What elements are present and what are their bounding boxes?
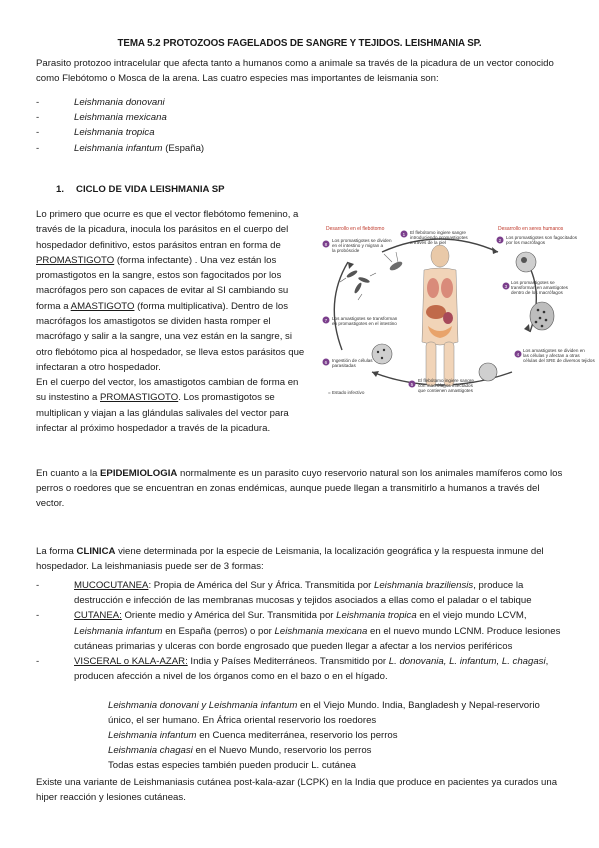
species-item: - Leishmania tropica (36, 125, 436, 140)
visceral-subitems (108, 698, 568, 773)
promastigoto-keyword: PROMASTIGOTO (36, 254, 115, 266)
svg-text:5: 5 (410, 382, 414, 387)
diagram-left-header: Desarrollo en el flebótomo (326, 226, 385, 232)
species-list (36, 95, 436, 156)
species-item: - Leishmania donovani (36, 95, 436, 110)
clinic-paragraph: La forma CLINICA viene determinada por la especie de Leismania, la localización geográfica y la respuesta inmune del hospedador. La leishmaniasis puede ser de 3 formas: (36, 546, 544, 572)
step-5 (409, 378, 475, 393)
document-title: TEMA 5.2 PROTOZOOS FAGELADOS DE SANGRE Y TEJIDOS. LEISHMANIA SP. (117, 38, 482, 49)
svg-text:en el intestino y migran a: en el intestino y migran a (332, 243, 384, 248)
svg-text:células del SRE de diversos te: células del SRE de diversos tejidos (523, 358, 595, 363)
svg-text:las células y afectan a otras: las células y afectan a otras (523, 353, 580, 358)
step-2 (497, 235, 578, 245)
step-6 (323, 358, 374, 368)
life-cycle-paragraph-2: En el cuerpo del vector, los amastigotos cambian de forma en su instestino a PROMASTIGOTO. Los promastigotos se multiplican y viajan a las glándulas salivales del vector para infectar al próximo hospedador a través de la picadura. (36, 377, 299, 434)
diagram-right-header: Desarrollo en seres humanos (498, 226, 564, 232)
life-cycle-diagram (312, 222, 595, 398)
svg-text:dentro de los macrófagos: dentro de los macrófagos (511, 290, 563, 295)
svg-text:con macrófagos infectados: con macrófagos infectados (418, 383, 473, 388)
clinical-forms-list (36, 578, 566, 684)
svg-text:El flebótomo ingiere sangre: El flebótomo ingiere sangre (418, 378, 474, 383)
svg-text:8: 8 (324, 242, 328, 247)
step-1 (401, 230, 469, 245)
svg-text:1: 1 (402, 232, 406, 237)
clinical-form-mucocutanea: - MUCOCUTANEA: Propia de América del Sur y África. Transmitida por Leishmania braziliensis, produce la destrucción e infección de las membranas mucosas y tejidos asociados a ellas como el paladar o el tabique (36, 578, 566, 608)
svg-text:que contienen amastigotes: que contienen amastigotes (418, 388, 473, 393)
epidemiology-paragraph: En cuanto a la EPIDEMIOLOGIA normalmente es un parasito cuyo reservorio natural son los animales mamíferos como los perros o roedores que se encuentran en zonas endémicas, aunque puede llegan a transmitirlo a humanos a través del vector. (36, 468, 563, 509)
visceral-subitem: Todas estas especies también pueden producir L. cutánea (108, 760, 356, 771)
clinic-keyword: CLINICA (76, 546, 116, 557)
svg-text:6: 6 (324, 360, 328, 365)
human-figure-illustration (422, 245, 458, 386)
life-cycle-paragraph-1: Lo primero que ocurre es que el vector flebótomo femenino, a través de la picadura, inocula los parásitos en el cuerpo del hospedador definitivo, estos parásitos entran en forma de PROMASTIGOTO (forma infectante) . Una vez están los promastigotos en la sangre, estos son fagocitados por los macrófagos pero son capaces de evitar al SI cambiando su forma a AMASTIGOTO (forma multiplicativa). Dentro de los macrófagos los amastigotos se dividen hasta romper el macrófago y salir a la sangre, una vez están en la sangre, si otro flebótomo pica al hospedador, se lleva estos parásitos que infectaran a otro hospedador. (36, 209, 305, 373)
svg-text:transforman en amastigotes: transforman en amastigotes (511, 285, 568, 290)
diagram-steps (323, 230, 596, 393)
svg-text:Los amastigotes se transforman: Los amastigotes se transforman (332, 316, 398, 321)
svg-text:por los macrófagos: por los macrófagos (506, 240, 546, 245)
amastigoto-keyword: AMASTIGOTO (70, 300, 135, 312)
svg-text:Los promastigotes se: Los promastigotes se (511, 280, 555, 285)
promastigote-illustrations (340, 269, 376, 300)
species-item: - Leishmania infantum (España) (36, 141, 436, 156)
svg-text:7: 7 (324, 318, 328, 323)
sandfly-illustration (384, 252, 404, 272)
step-7 (323, 316, 398, 326)
svg-text:en promastigotes en el intesti: en promastigotes en el intestino (332, 321, 397, 326)
svg-text:2: 2 (498, 238, 502, 243)
svg-text:El flebótomo ingiere sangre: El flebótomo ingiere sangre (410, 230, 466, 235)
step-8 (323, 238, 392, 253)
clinical-form-visceral: - VISCERAL o KALA-AZAR: India y Países Mediterráneos. Transmitido por L. donovania, L. infantum, L. chagasi, producen afección a nivel de los órganos como en el bazo o en el hígado. (36, 654, 566, 684)
svg-text:3: 3 (504, 284, 508, 289)
svg-text:Los promastigotes se dividen: Los promastigotes se dividen (332, 238, 392, 243)
visceral-subitem: Leishmania infantum en Cuenca mediterránea, reservorio los perros (108, 730, 398, 741)
svg-text:parasitadas: parasitadas (332, 363, 356, 368)
epidemiology-keyword: EPIDEMIOLOGIA (100, 468, 178, 479)
step-4 (515, 348, 596, 363)
intro-paragraph: Parasito protozoo intracelular que afecta tanto a humanos como a animale sa través de la picadura de un vector conocido como Flebótomo o Mosca de la arena. Las cuatro especies mas importantes de leismania son: (36, 58, 554, 84)
species-item: - Leishmania mexicana (36, 110, 436, 125)
visceral-subitem: Leishmania donovani y Leishmania infantum en el Viejo Mundo. India, Bangladesh y Nepal-reservorio único, el ser humano. En África oriental reservorio los roedores (108, 700, 540, 726)
closing-paragraph: Existe una variante de Leishmaniasis cutánea post-kala-azar (LCPK) en la India que produce en pacientes ya curados una hiper reacción y lesiones cutáneas. (36, 777, 558, 803)
svg-text:Ingestión de células: Ingestión de células (332, 358, 373, 363)
visceral-subitem: Leishmania chagasi en el Nuevo Mundo, reservorio los perros (108, 745, 372, 756)
svg-text:Los promastigotes son fagocita: Los promastigotes son fagocitados (506, 235, 577, 240)
svg-text:4: 4 (516, 352, 520, 357)
step-3 (503, 280, 569, 295)
clinical-form-cutanea: - CUTANEA: Oriente medio y América del Sur. Transmitida por Leishmania tropica en el viejo mundo LCVM, Leishmania infantum en España (perros) o por Leishmania mexicana en el nuevo mundo LCNM. Produce lesiones cutáneas primarias y ulceras con borde engrosado que pueden llegar a afectar a los nervios periféricos (36, 608, 566, 654)
diagram-legend: = Estado infectivo (328, 390, 365, 395)
svg-text:la probóscide: la probóscide (332, 248, 360, 253)
svg-text:Los amastigotes se dividen en: Los amastigotes se dividen en (523, 348, 585, 353)
section-heading: 1. CICLO DE VIDA LEISHMANIA SP (56, 184, 225, 195)
promastigoto-keyword: PROMASTIGOTO (100, 392, 179, 404)
svg-text:a través de la piel: a través de la piel (410, 240, 447, 245)
svg-text:introduciendo promastigotes: introduciendo promastigotes (410, 235, 468, 240)
